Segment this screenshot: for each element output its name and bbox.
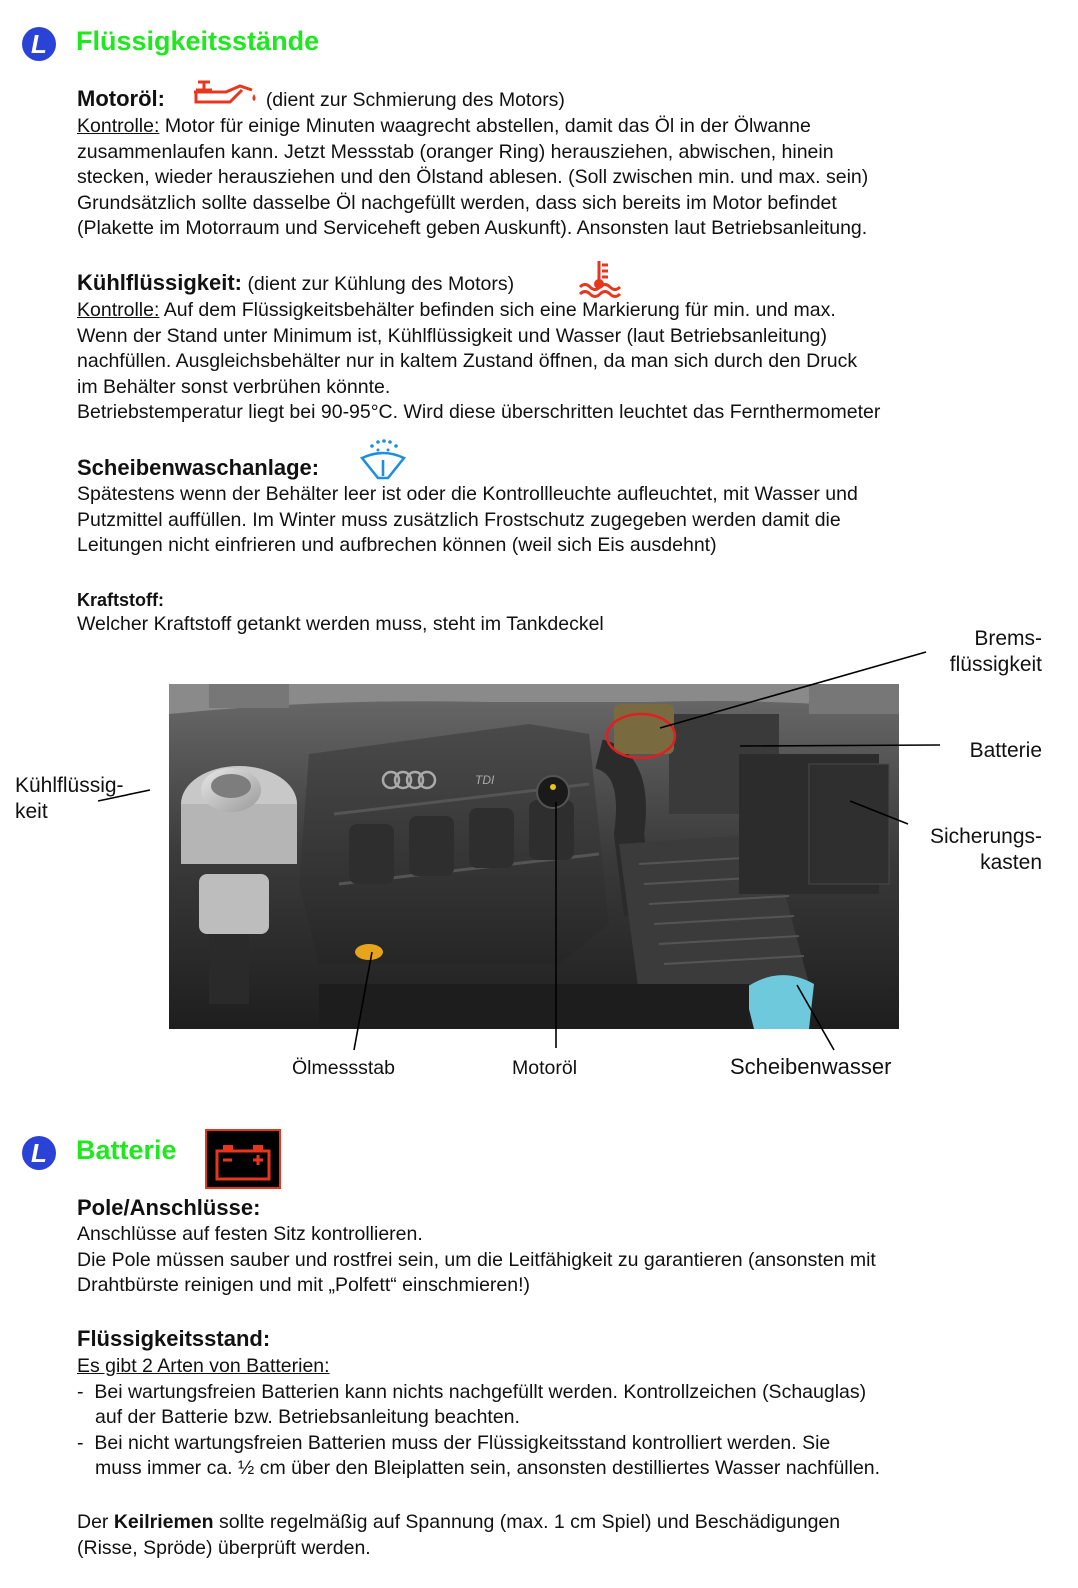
kuehl-note: (dient zur Kühlung des Motors) [247, 273, 515, 295]
kraftstoff-heading: Kraftstoff: [77, 590, 164, 610]
lesson-badge-icon-2: L [22, 1136, 56, 1170]
pole-text: Anschlüsse auf festen Sitz kontrollieren. Die Pole müssen sauber und rostfrei sein, um die Leitfähigkeit zu garantieren (ansonsten mit Drahtbürste reinigen und mit „Polfett“ einschmieren!) [77, 1223, 876, 1296]
label-motoroel: Motoröl [512, 1057, 578, 1079]
label-batterie: Batterie [969, 739, 1042, 762]
scheibe-heading: Scheibenwaschanlage: [77, 455, 320, 480]
motoroel-text: Kontrolle: Motor für einige Minuten waagrecht abstellen, damit das Öl in der Ölwanne zusammenlaufen kann. Jetzt Messstab (oranger Ring) herausziehen, abwischen, hinein stecken, wieder herausziehen und den Ölstand ablesen. (Soll zwischen min. und max. sein) Grundsätzlich sollte dasselbe Öl nachgefüllt werden, dass sich bereits im Motor befindet (Plakette im Motorraum und Serviceheft geben Auskunft). Ansonsten laut Betriebsanleitung. [77, 115, 869, 239]
fluid-heading: Flüssigkeitsstand: [77, 1326, 271, 1351]
pole-heading: Pole/Anschlüsse: [77, 1195, 261, 1220]
section-title-fluids: Flüssigkeitsstände [76, 26, 320, 56]
kuehl-text: Kontrolle: Auf dem Flüssigkeitsbehälter befinden sich eine Markierung für min. und max. Wenn der Stand unter Minimum ist, Kühlflüssigkeit und Wasser (laut Betriebsanleitung) nachfüllen. Ausgleichsbehälter nur in kaltem Zustand öffnen, da man sich durch den Druck im Behälter sonst verbrühen könnte. Betriebstemperatur liegt bei 90-95°C. Wird diese überschritten leuchtet das Fernthermometer [77, 299, 881, 423]
list-item: - Bei wartungsfreien Batterien kann nichts nachgefüllt werden. Kontrollzeichen (Schauglas) [77, 1380, 867, 1403]
svg-text:TDI: TDI [475, 773, 495, 787]
list-item: - Bei nicht wartungsfreien Batterien muss der Flüssigkeitsstand kontrolliert werden. Sie [77, 1431, 831, 1454]
kraftstoff-text: Welcher Kraftstoff getankt werden muss, steht im Tankdeckel [77, 613, 604, 635]
label-oelmessstab: Ölmessstab [292, 1057, 395, 1079]
label-bremsfluessigkeit: Brems- flüssigkeit [949, 627, 1042, 676]
list-item-cont: muss immer ca. ½ cm über den Bleiplatten sein, ansonsten destilliertes Wasser nachfüllen. [95, 1457, 881, 1479]
section-title-batterie: Batterie [76, 1135, 177, 1165]
keilriemen-text: Der Keilriemen sollte regelmäßig auf Spannung (max. 1 cm Spiel) und Beschädigungen (Risse, Spröde) überprüft werden. [77, 1511, 841, 1559]
label-sicherungskasten: Sicherungs- kasten [929, 825, 1042, 874]
pole-heading-line [77, 1195, 260, 1223]
lesson-badge-icon: L [22, 27, 56, 61]
kuehl-heading: Kühlflüssigkeit: [77, 270, 243, 295]
fluid-text: Es gibt 2 Arten von Batterien: - Bei wartungsfreien Batterien kann nichts nachgefüllt werden. Kontrollzeichen (Schauglas) auf der Batterie bzw. Betriebsanleitung beachten. - Bei nicht wartungsfreien Batterien muss der Flüssigkeitsstand kontrolliert werden. Sie muss immer ca. ½ cm über den Bleiplatten sein, ansonsten destilliertes Wasser nachfüllen. [77, 1354, 880, 1482]
label-scheibenwasser: Scheibenwasser [730, 1054, 892, 1079]
fluid-heading-line [77, 1326, 270, 1354]
scheibe-text: Spätestens wenn der Behälter leer ist oder die Kontrollleuchte aufleuchtet, mit Wasser und Putzmittel auffüllen. Im Winter muss zusätzlich Frostschutz zugegeben werden damit die Leitungen nicht einfrieren und aufbrechen können (weil sich Eis ausdehnt) [77, 483, 858, 556]
motoroel-heading: Motoröl: [77, 86, 165, 111]
list-item-cont: auf der Batterie bzw. Betriebsanleitung beachten. [95, 1406, 520, 1428]
label-kuehlfluessigkeit: Kühlflüssig- keit [15, 774, 124, 823]
battery-warning-icon [205, 1129, 281, 1189]
motoroel-note: (dient zur Schmierung des Motors) [265, 89, 565, 111]
